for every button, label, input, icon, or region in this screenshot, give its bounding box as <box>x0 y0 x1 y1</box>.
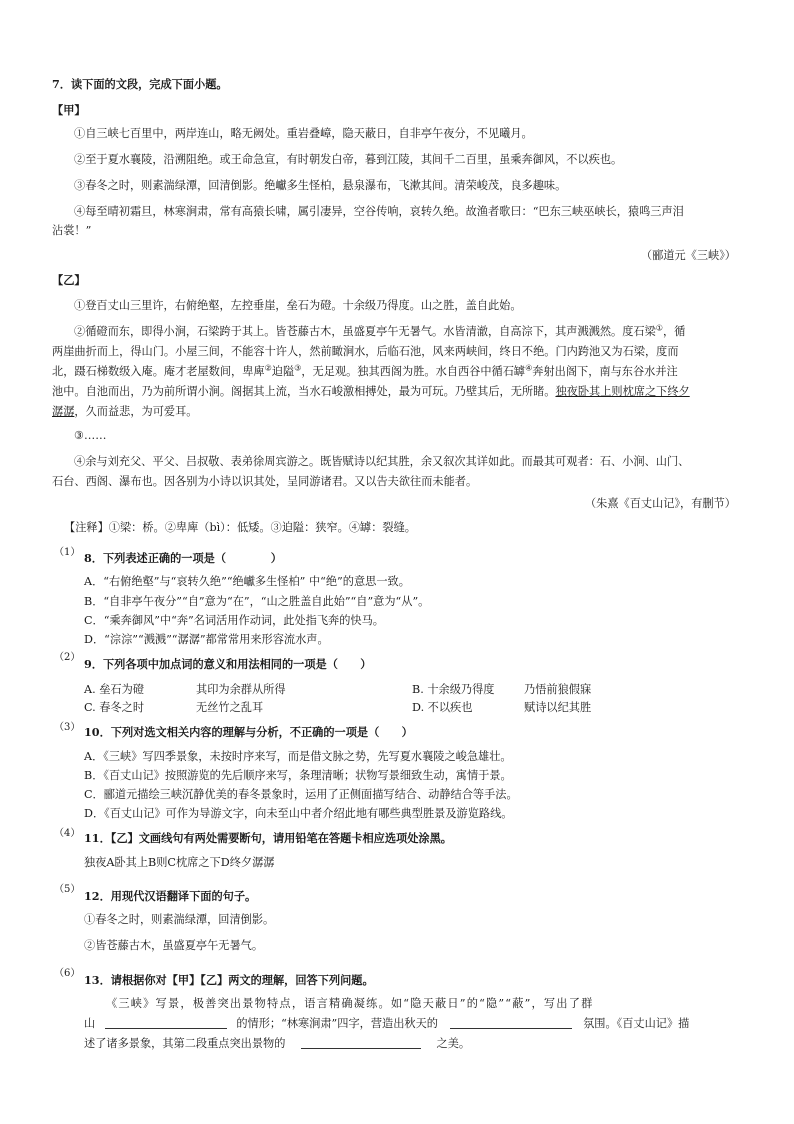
yi-para-4-line1: ④余与刘充父、平父、吕叔敬、表弟徐周宾游之。既皆赋诗以纪其胜，余又叙次其详如此。而最其可观者：石、小涧、山门、 <box>74 455 690 468</box>
q12-number: （5） <box>54 884 81 895</box>
jia-para-1: ①自三峡七百里中，两岸连山，略无阙处。重岩叠嶂，隐天蔽日，自非亭午夜分，不见曦月。 <box>74 127 533 140</box>
q12-stem: 12．用现代汉语翻译下面的句子。 <box>84 889 257 903</box>
q8-option-c: C．“乘奔御风”中“奔”名词活用作动词，此处指飞奔的快马。 <box>84 614 384 627</box>
yi-label: 【乙】 <box>52 273 86 287</box>
yi-para-2-line5: 潺潺，久而益悲，为可爱耳。 <box>52 405 198 418</box>
jia-source: （郦道元《三峡》） <box>640 249 736 262</box>
q9-number: （2） <box>54 652 81 663</box>
yi-para-4-line2: 石台、西阁、瀑布也。因各别为小诗以识其处，呈同游诸君。又以告夫欲往而未能者。 <box>52 475 478 488</box>
q13-number: （6） <box>54 968 81 979</box>
q11-stem: 11．【乙】文画线句有两处需要断句，请用铅笔在答题卡相应选项处涂黑。 <box>84 831 452 845</box>
jia-para-4-line1: ④每至晴初霜旦，林寒涧肃，常有高猿长啸，属引凄异，空谷传响，哀转久绝。故渔者歌曰：“巴东三峡巫峡长，猿鸣三声泪 <box>74 205 684 218</box>
q12-sentence-1: ①春冬之时，则素湍绿潭，回清倒影。 <box>84 913 275 926</box>
q13-text-line3: 述了诸多景象，其第二段重点突出景物的 之美。 <box>84 1037 471 1050</box>
jia-para-4-line2: 沾裳！” <box>52 224 92 237</box>
q8-option-a: A．“右俯绝壑”与“哀转久绝”“绝巘多生怪柏” 中“绝”的意思一致。 <box>84 575 410 588</box>
q10-option-b: B．《百丈山记》按照游览的先后顺序来写，条理清晰；状物写景细致生动，寓情于景。 <box>84 769 512 782</box>
q12-sentence-2: ②皆苍藤古木，虽盛夏亭午无暑气。 <box>84 939 264 952</box>
q9-option-b-left: B. 十余级乃得度 <box>412 683 495 696</box>
underlined-sentence: 独夜卧其上则枕席之下终夕 <box>555 385 690 398</box>
q9-option-d-left: D. 不以疾也 <box>412 701 473 714</box>
yi-para-2-line2: 两崖曲折而上，得山门。小屋三间，不能容十许人，然前瞰涧水，后临石池，风来两峡间，终日不绝。门内跨池又为石梁，度而 <box>52 345 679 358</box>
q13-blank-1[interactable] <box>105 1016 227 1029</box>
q7-title: 7．读下面的文段，完成下面小题。 <box>52 77 228 91</box>
yi-para-1: ①登百丈山三里许，右俯绝壑，左控垂崖，垒石为磴。十余级乃得度。山之胜，盖自此始。 <box>74 299 522 312</box>
q9-option-d-right: 赋诗以纪其胜 <box>524 701 592 714</box>
q8-option-b: B．“自非亭午夜分”“自”意为“在”，“山之胜盖自此始”“自”意为“从”。 <box>84 595 430 608</box>
yi-para-2-line4: 池中。自池而出，乃为前所谓小涧。阁据其上流，当水石峻激相搏处，最为可玩。乃壁其后，无所睹。独夜卧其上则枕席之下终夕 <box>52 385 690 398</box>
yi-para-2-line3: 北，蹑石梯数级入庵。庵才老屋数间，卑庳②迫隘③，无足观。独其西阁为胜。水自西谷中循石罅④奔射出阁下，南与东谷水并注 <box>52 363 678 378</box>
jia-para-3: ③春冬之时，则素湍绿潭，回清倒影。绝巘多生怪柏，悬泉瀑布，飞漱其间。清荣峻茂，良多趣味。 <box>74 179 567 192</box>
jia-label: 【甲】 <box>52 103 86 117</box>
q11-sentence: 独夜A卧其上B则C枕席之下D终夕潺潺 <box>84 856 275 869</box>
q13-text-line2: 山 的情形；“林寒涧肃”四字，营造出秋天的 氛围。《百丈山记》描 <box>84 1017 690 1030</box>
q9-option-c-left: C. 春冬之时 <box>84 701 145 714</box>
q9-option-c-right: 无丝竹之乱耳 <box>196 701 264 714</box>
q9-option-a-right: 其印为余群从所得 <box>196 683 286 696</box>
q9-option-a-left: A. 垒石为磴 <box>84 683 144 696</box>
q10-option-a: A．《三峡》写四季景象，未按时序来写，而是借文脉之势，先写夏水襄陵之峻急雄壮。 <box>84 750 512 763</box>
yi-source: （朱熹《百丈山记》，有删节） <box>584 497 736 510</box>
q9-stem: 9．下列各项中加点词的意义和用法相同的一项是（ ） <box>84 657 372 671</box>
q11-number: （4） <box>54 828 81 839</box>
q13-blank-3[interactable] <box>301 1036 421 1049</box>
q10-option-d: D．《百丈山记》可作为导游文字，向未至山中者介绍此地有哪些典型胜景及游览路线。 <box>84 807 513 820</box>
q13-text-line1: 《三峡》写景，极善突出景物特点，语言精确凝练。如“隐天蔽日”的“隐”“蔽”，写出了群 <box>106 997 594 1010</box>
q10-option-c: C．郦道元描绘三峡沉静优美的春冬景象时，运用了正侧面描写结合、动静结合等手法。 <box>84 788 518 801</box>
q13-stem: 13．请根据你对【甲】【乙】两文的理解，回答下列问题。 <box>84 973 374 987</box>
yi-para-2-line1: ②循磴而东，即得小涧，石梁跨于其上。皆苍藤古木，虽盛夏亭午无暑气。水皆清澈，自高淙下，其声溅溅然。度石梁①，循 <box>74 323 686 338</box>
yi-para-3: ③…… <box>74 429 107 442</box>
jia-para-2: ②至于夏水襄陵，沿溯阻绝。或王命急宣，有时朝发白帝，暮到江陵，其间千二百里，虽乘奔御风，不以疾也。 <box>74 153 623 166</box>
q9-option-b-right: 乃悟前狼假寐 <box>524 683 592 696</box>
q8-option-d: D．“淙淙”“溅溅”“潺潺”都常常用来形容流水声。 <box>84 633 329 646</box>
annotation-notes: 【注释】①梁：桥。②卑庳（bì）：低矮。③迫隘：狭窄。④罅：裂缝。 <box>64 521 416 534</box>
q10-number: （3） <box>54 722 81 733</box>
q13-blank-2[interactable] <box>450 1016 572 1029</box>
q8-stem: 8．下列表述正确的一项是（ ） <box>84 551 282 565</box>
q8-number: （1） <box>54 547 81 558</box>
q10-stem: 10．下列对选文相关内容的理解与分析，不正确的一项是（ ） <box>84 725 413 739</box>
